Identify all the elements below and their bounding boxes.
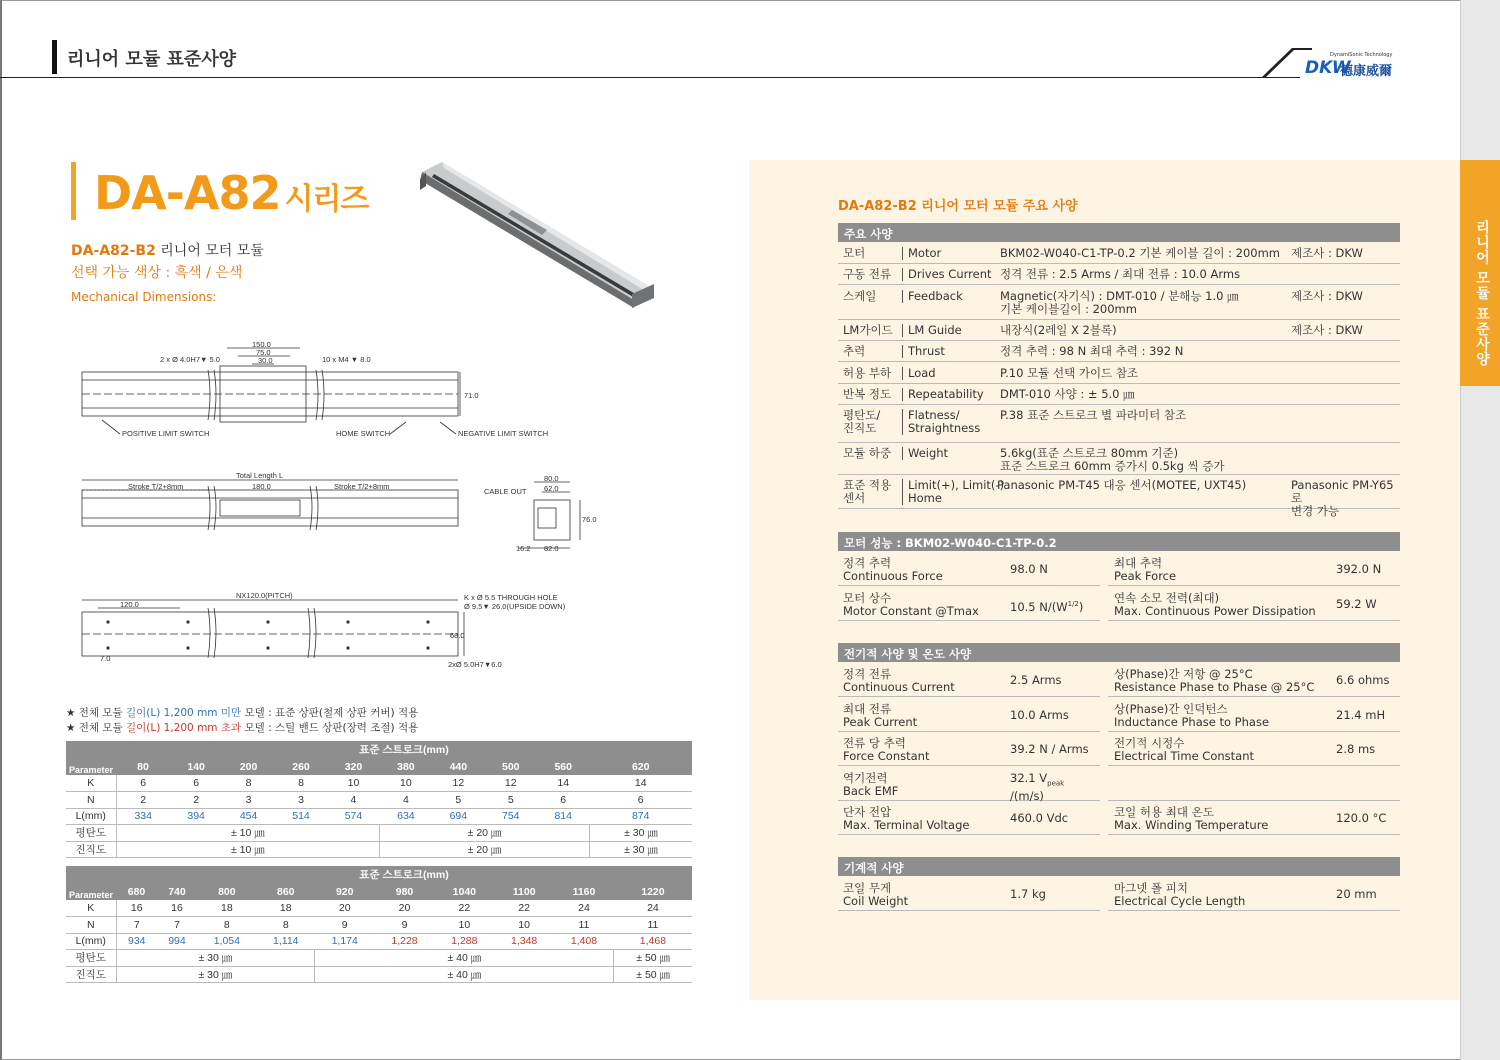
stroke-right-label: Stroke T/2+8mm — [334, 482, 390, 491]
perf-cell-left — [838, 664, 1100, 697]
cell-n: 8 — [257, 917, 315, 934]
stroke-row — [66, 758, 692, 775]
perf-cell-right — [1108, 588, 1400, 621]
cell-n: 3 — [275, 792, 327, 809]
cell-k: 20 — [375, 900, 435, 917]
cell-n: 9 — [375, 917, 435, 934]
cell-k: 22 — [434, 900, 494, 917]
spec-label-ko: LM가이드 — [843, 323, 893, 337]
cell-n: 4 — [380, 792, 432, 809]
perf-label: 단자 전압 Max. Terminal Voltage — [843, 805, 970, 832]
product-image — [412, 160, 657, 310]
perf-label: 최대 전류 Peak Current — [843, 701, 918, 729]
cell-k: 8 — [275, 775, 327, 792]
perf-cell-right — [1108, 699, 1400, 732]
header-rule — [0, 77, 1300, 78]
spec-row — [838, 384, 1400, 405]
logo-text: 德康威爾 — [1340, 64, 1393, 79]
perf-label: 코일 허용 최대 온도 Max. Winding Temperature — [1114, 805, 1269, 832]
spec-label-en: Flatness/ Straightness — [902, 409, 980, 435]
stroke-header: 800 — [197, 883, 257, 900]
stroke-table-1: Parameter 표준 스트로크(mm) 80 140 200 260 320 380 440 500 560 620 K 6 6 8 8 10 10 12 12 14 14 N 2 2 3 3 4 4 5 5 6 6 L(mm) 334 394 454 514 574 634 694 754 814 874 평탄도 ± 10 ㎛ ± 20 ㎛ ± 30 ㎛ 진직도 ± 10 ㎛ ± 20 ㎛ ± 30 ㎛ — [66, 741, 692, 858]
spec-value: Panasonic PM-T45 대응 센서(MOTEE, UXT45) — [997, 478, 1247, 492]
spec-value: P.10 모듈 선택 가이드 참조 — [1000, 366, 1139, 380]
spec-label-en: LM Guide — [902, 324, 962, 337]
spec-label-ko: 스케일 — [843, 289, 877, 303]
perf-value: 392.0 N — [1336, 562, 1382, 576]
spec-row — [838, 363, 1400, 384]
cell-l: 1,114 — [257, 933, 315, 950]
cell-l: 1,228 — [375, 933, 435, 950]
perf-label: 상(Phase)간 저항 @ 25°C Resistance Phase to Phase @ 25°C — [1114, 667, 1315, 694]
cell-n: 7 — [157, 917, 197, 934]
perf-label: 마그넷 폴 피치 Electrical Cycle Length — [1114, 881, 1246, 908]
cell-l: 454 — [222, 808, 274, 825]
stroke-header: 1160 — [554, 883, 614, 900]
spec-row — [838, 443, 1400, 475]
perf-value: 2.8 ms — [1336, 742, 1376, 756]
perf-value: 10.5 $N/(W^{1/2})$ — [1010, 599, 1084, 614]
perf-label: 전기적 시정수 Electrical Time Constant — [1114, 736, 1255, 763]
perf-label: 모터 상수 Motor Constant @Tmax — [843, 590, 979, 618]
cell-k: 18 — [197, 900, 257, 917]
spec-label-ko: 모듈 하중 — [843, 446, 892, 460]
perf-value: 460.0 Vdc — [1010, 811, 1069, 825]
spec-label-en: Feedback — [902, 290, 963, 303]
stroke-header: 620 — [589, 758, 692, 775]
header-marker — [52, 40, 57, 74]
cell-l: 934 — [116, 933, 157, 950]
k-row: K 6 6 8 8 10 10 12 12 14 14 — [66, 775, 692, 792]
perf-cell-left — [838, 733, 1100, 766]
cell-k: 16 — [116, 900, 157, 917]
spec-value: 5.6kg(표준 스트로크 80mm 기준) 표준 스트로크 60mm 증가시 0.5kg 씩 증가 — [1000, 446, 1225, 473]
motor-perf-header: 모터 성능 : BKM02-W040-C1-TP-0.2 — [838, 532, 1400, 551]
cell-k: 22 — [494, 900, 554, 917]
perf-label: 정격 전류 Continuous Current — [843, 667, 955, 694]
dim-180: 180.0 — [252, 482, 271, 491]
cell-n: 10 — [434, 917, 494, 934]
perf-value: 6.6 ohms — [1336, 673, 1390, 687]
perf-value: 1.7 kg — [1010, 887, 1046, 901]
stroke-header: 860 — [257, 883, 315, 900]
dim-80: 80.0 — [544, 474, 559, 483]
cell-k: 10 — [380, 775, 432, 792]
perf-cell-right — [1108, 878, 1400, 911]
perf-label: 전류 당 추력 Force Constant — [843, 736, 930, 763]
perf-cell-left — [838, 878, 1100, 911]
stroke-header: 1040 — [434, 883, 494, 900]
spec-row — [838, 320, 1400, 341]
perf-label: 상(Phase)간 인덕턴스 Inductance Phase to Phase — [1114, 701, 1270, 729]
cell-k: 8 — [222, 775, 274, 792]
neg-limit-label: NEGATIVE LIMIT SWITCH — [458, 429, 549, 438]
cell-n: 10 — [494, 917, 554, 934]
spec-row — [838, 405, 1400, 443]
stroke-header: 980 — [375, 883, 435, 900]
spec-value: Magnetic(자기식) : DMT-010 / 분해능 1.0 ㎛ 기본 케이블길이 : 200mm — [1000, 289, 1239, 316]
side-tab-label: 리니어 모듈 표준사양 — [1474, 220, 1490, 367]
logo-subtitle: DynamiSonic Technology — [1330, 52, 1393, 58]
color-options: 선택 가능 색상 : 흑색 / 은색 — [71, 265, 243, 281]
cell-l: 574 — [327, 808, 379, 825]
spec-row — [838, 286, 1400, 320]
cell-k: 14 — [537, 775, 589, 792]
cell-n: 2 — [170, 792, 222, 809]
main-spec-header: 주요 사양 — [838, 223, 1400, 242]
spec-maker: 제조사 : DKW — [1291, 323, 1363, 337]
perf-cell-left — [838, 768, 1100, 801]
series-title: DA-A82 시리즈 — [94, 166, 369, 220]
cell-l: 634 — [380, 808, 432, 825]
note-1: ★ 전체 모듈 길이(L) 1,200 mm 미만 모델 : 표준 상판(철제 상판 커버) 적용 — [66, 707, 419, 719]
stroke-header: 380 — [380, 758, 432, 775]
stroke-header: 560 — [537, 758, 589, 775]
stroke-header: 440 — [432, 758, 484, 775]
model-line: DA-A82-B2 리니어 모터 모듈 — [71, 243, 264, 259]
flatness-row: 평탄도 ± 30 ㎛ ± 40 ㎛ ± 50 ㎛ — [66, 950, 692, 967]
pos-limit-label: POSITIVE LIMIT SWITCH — [122, 429, 210, 438]
perf-value: 32.1 $V_{peak}$ /(m/s) — [1010, 770, 1065, 803]
cable-out-label: CABLE OUT — [484, 487, 527, 496]
perf-value: 10.0 Arms — [1010, 707, 1069, 722]
perf-label: 역기전력 Back EMF — [843, 770, 899, 798]
cell-l: 874 — [589, 808, 692, 825]
stroke-header: 320 — [327, 758, 379, 775]
notes — [66, 706, 418, 736]
spec-label-en: Weight — [902, 447, 948, 460]
spec-label-ko: 추력 — [843, 344, 866, 358]
dim-30: 30.0 — [258, 356, 273, 365]
spec-value: 정격 전류 : 2.5 Arms / 최대 전류 : 10.0 Arms — [1000, 267, 1241, 281]
perf-label: 최대 추력 Peak Force — [1114, 556, 1177, 583]
perf-cell-left — [838, 588, 1100, 621]
counterbore-label: Ø 9.5▼ 26.0(UPSIDE DOWN) — [464, 602, 566, 611]
cell-k: 10 — [327, 775, 379, 792]
spec-label-ko: 평탄도/ 진직도 — [843, 408, 881, 435]
cell-l: 1,054 — [197, 933, 257, 950]
l-row: L(mm) 334 394 454 514 574 634 694 754 814 874 — [66, 808, 692, 825]
k-row: K 16 16 18 18 20 20 22 22 24 24 — [66, 900, 692, 917]
dim-16-2: 16.2 — [516, 544, 531, 553]
spec-label-en: Repeatability — [902, 388, 984, 401]
stroke-header: 680 — [116, 883, 157, 900]
n-row: N 2 2 3 3 4 4 5 5 6 6 — [66, 792, 692, 809]
cell-k: 18 — [257, 900, 315, 917]
cell-l: 1,408 — [554, 933, 614, 950]
cell-l: 994 — [157, 933, 197, 950]
cell-k: 24 — [614, 900, 692, 917]
perf-cell-right — [1108, 553, 1400, 586]
spec-label-en: Load — [902, 367, 936, 380]
cell-k: 6 — [170, 775, 222, 792]
spec-row — [838, 243, 1400, 264]
stroke-header: 80 — [116, 758, 170, 775]
cell-l: 694 — [432, 808, 484, 825]
spec-label-ko: 반복 정도 — [843, 387, 892, 401]
spec-label-en: Motor — [902, 247, 941, 260]
cell-n: 7 — [116, 917, 157, 934]
dim-75: 75.0 — [256, 348, 271, 357]
cell-k: 14 — [589, 775, 692, 792]
perf-value: 20 mm — [1336, 887, 1377, 901]
perf-cell-left — [838, 699, 1100, 732]
through-hole-label: K x Ø 5.5 THROUGH HOLE — [464, 593, 558, 602]
dim-tap: 10 x M4 ▼ 8.0 — [322, 355, 371, 364]
spec-value: 내장식(2레일 X 2블록) — [1000, 323, 1117, 337]
flatness-row: 평탄도 ± 10 ㎛ ± 20 ㎛ ± 30 ㎛ — [66, 825, 692, 842]
cell-l: 754 — [485, 808, 537, 825]
pitch-label: NX120.0(PITCH) — [236, 591, 293, 600]
dim-62: 62.0 — [544, 484, 559, 493]
page-title: 리니어 모듈 표준사양 — [67, 49, 237, 70]
cell-k: 16 — [157, 900, 197, 917]
stroke-left-label: Stroke T/2+8mm — [128, 482, 184, 491]
straightness-row: 진직도 ± 10 ㎛ ± 20 ㎛ ± 30 ㎛ — [66, 841, 692, 858]
spec-label-ko: 구동 전류 — [843, 267, 892, 281]
stroke-row — [66, 883, 692, 900]
cell-l: 814 — [537, 808, 589, 825]
spec-value: BKM02-W040-C1-TP-0.2 기본 케이블 길이 : 200mm — [1000, 246, 1280, 260]
spec-label-en: Limit(+), Limit(-) Home — [902, 479, 1004, 505]
spec-value: P.38 표준 스트로크 별 파라미터 참조 — [1000, 408, 1187, 422]
perf-value: 21.4 mH — [1336, 707, 1386, 722]
cell-k: 24 — [554, 900, 614, 917]
cell-k: 12 — [432, 775, 484, 792]
spec-maker: 제조사 : DKW — [1291, 289, 1363, 303]
perf-label: 연속 소모 전력(최대) Max. Continuous Power Dissipation — [1114, 590, 1316, 618]
spec-label-en: Thrust — [902, 345, 945, 358]
perf-cell-left — [838, 802, 1100, 835]
dim-150: 150.0 — [252, 340, 271, 349]
cell-k: 6 — [116, 775, 170, 792]
dim-76: 76.0 — [582, 515, 597, 524]
cell-l: 1,348 — [494, 933, 554, 950]
perf-cell-right — [1108, 802, 1400, 835]
cell-l: 1,288 — [434, 933, 494, 950]
stroke-header: 1100 — [494, 883, 554, 900]
perf-cell-right — [1108, 664, 1400, 697]
stroke-header: 500 — [485, 758, 537, 775]
dim-82: 82.0 — [544, 544, 559, 553]
spec-title: DA-A82-B2 리니어 모터 모듈 주요 사양 — [838, 199, 1078, 214]
perf-cell-left — [838, 553, 1100, 586]
cell-n: 6 — [589, 792, 692, 809]
cell-l: 394 — [170, 808, 222, 825]
perf-value: 2.5 Arms — [1010, 673, 1062, 687]
straightness-row: 진직도 ± 30 ㎛ ± 40 ㎛ ± 50 ㎛ — [66, 966, 692, 983]
dim-7: 7.0 — [100, 654, 111, 663]
total-length-label: Total Length L — [236, 471, 284, 480]
spec-label-ko: 허용 부하 — [843, 366, 892, 380]
brand-logo — [1300, 52, 1420, 82]
dowel-bottom-label: 2xØ 5.0H7▼6.0 — [448, 660, 502, 669]
series-accent-bar — [71, 162, 76, 220]
spec-row — [838, 264, 1400, 285]
cell-n: 5 — [485, 792, 537, 809]
mechanical-drawings — [60, 330, 620, 700]
perf-value: 59.2 W — [1336, 596, 1377, 611]
cell-n: 8 — [197, 917, 257, 934]
cell-n: 6 — [537, 792, 589, 809]
cell-k: 20 — [315, 900, 375, 917]
dim-71: 71.0 — [464, 391, 479, 400]
spec-label-ko: 모터 — [843, 246, 866, 260]
side-tab[interactable] — [1460, 160, 1500, 386]
home-switch-label: HOME SWITCH — [336, 429, 391, 438]
cell-n: 2 — [116, 792, 170, 809]
spec-maker: 제조사 : DKW — [1291, 246, 1363, 260]
elec-header: 전기적 사양 및 온도 사양 — [838, 643, 1400, 662]
perf-value: 98.0 N — [1010, 562, 1048, 576]
cell-l: 334 — [116, 808, 170, 825]
cell-n: 11 — [614, 917, 692, 934]
spec-label-en: Drives Current — [902, 268, 992, 281]
dim-dowel: 2 x Ø 4.0H7▼ 5.0 — [160, 355, 220, 364]
perf-value: 39.2 N / Arms — [1010, 742, 1089, 756]
mech-dimensions-label: Mechanical Dimensions: — [71, 290, 217, 304]
spec-row — [838, 475, 1400, 518]
mech-header: 기계적 사양 — [838, 857, 1400, 876]
cell-n: 11 — [554, 917, 614, 934]
perf-label: 정격 추력 Continuous Force — [843, 556, 943, 583]
cell-n: 4 — [327, 792, 379, 809]
stroke-header: 1220 — [614, 883, 692, 900]
stroke-header: 140 — [170, 758, 222, 775]
stroke-header: 260 — [275, 758, 327, 775]
perf-label: 코일 무게 Coil Weight — [843, 881, 909, 908]
perf-value: 120.0 °C — [1336, 811, 1387, 825]
perf-cell-right — [1108, 733, 1400, 766]
stroke-table-2: Parameter 표준 스트로크(mm) 680 740 800 860 920 980 1040 1100 1160 1220 K 16 16 18 18 20 20 22 22 24 24 N 7 7 8 8 9 9 10 10 11 11 L(mm) 934 994 1,054 1,114 1,174 1,228 1,288 1,348 1,408 1,468 평탄도 ± 30 ㎛ ± 40 ㎛ ± 50 ㎛ 진직도 ± 30 ㎛ ± 40 ㎛ ± 50 ㎛ — [66, 866, 692, 983]
side-tab-background — [1460, 0, 1500, 1060]
cell-l: 514 — [275, 808, 327, 825]
cell-n: 9 — [315, 917, 375, 934]
n-row: N 7 7 8 8 9 9 10 10 11 11 — [66, 917, 692, 934]
cell-n: 5 — [432, 792, 484, 809]
spec-maker: Panasonic PM-Y65로 변경 가능 — [1291, 478, 1394, 518]
dim-68: 68.0 — [450, 631, 465, 640]
spec-value: DMT-010 사양 : ± 5.0 ㎛ — [1000, 387, 1135, 401]
cell-l: 1,468 — [614, 933, 692, 950]
spec-row — [838, 341, 1400, 362]
dim-120: 120.0 — [120, 600, 139, 609]
cell-n: 3 — [222, 792, 274, 809]
perf-cell-right — [1108, 768, 1400, 801]
l-row: L(mm) 934 994 1,054 1,114 1,174 1,228 1,288 1,348 1,408 1,468 — [66, 933, 692, 950]
stroke-header: 920 — [315, 883, 375, 900]
spec-label-ko: 표준 적용 센서 — [843, 478, 892, 505]
stroke-header: 740 — [157, 883, 197, 900]
stroke-header: 200 — [222, 758, 274, 775]
cell-l: 1,174 — [315, 933, 375, 950]
spec-value: 정격 추력 : 98 N 최대 추력 : 392 N — [1000, 344, 1184, 358]
cell-k: 12 — [485, 775, 537, 792]
logo-mark: DKW — [1305, 58, 1351, 78]
note-2: ★ 전체 모듈 길이(L) 1,200 mm 초과 모델 : 스틸 밴드 상판(장력 조절) 적용 — [66, 722, 419, 734]
